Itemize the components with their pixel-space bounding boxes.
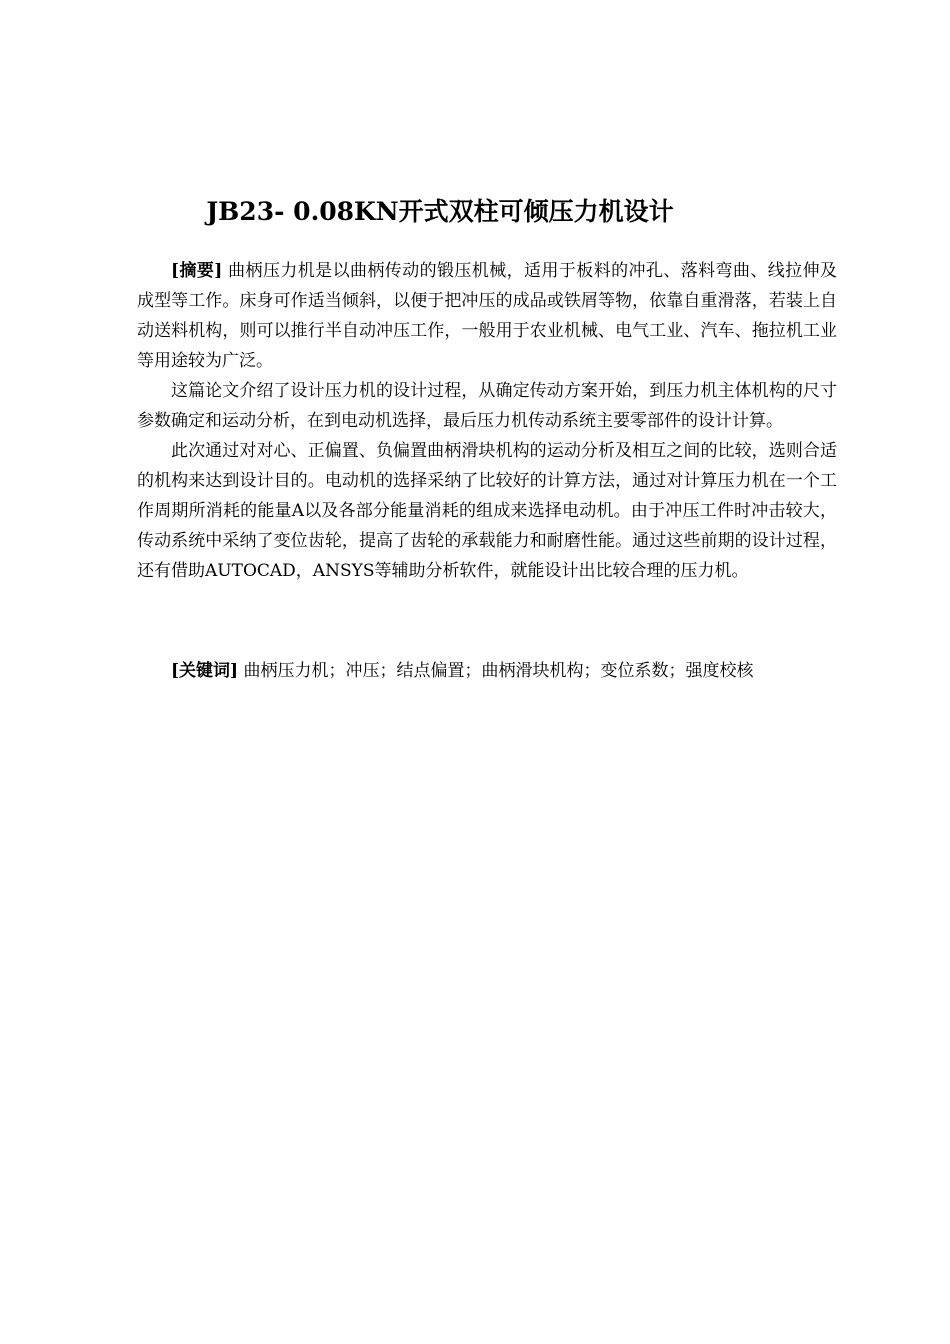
abstract-paragraph-1-text: 曲柄压力机是以曲柄传动的锻压机械，适用于板料的冲孔、落料弯曲、线拉伸及成型等工作。床身可作适当倾斜，以便于把冲压的成品或铁屑等物，依靠自重滑落，若装上自动送料机构，则可以推行半自动冲压工作，一般用于农业机械、电气工业、汽车、拖拉机工业等用途较为广泛。 — [137, 261, 837, 371]
abstract-paragraph-2: 这篇论文介绍了设计压力机的设计过程，从确定传动方案开始，到压力机主体机构的尺寸参数确定和运动分析，在到电动机选择，最后压力机传动系统主要零部件的设计计算。 — [137, 381, 837, 431]
abstract-paragraph-1 — [137, 256, 837, 376]
abstract-label: [摘要] — [171, 261, 223, 281]
keywords-section — [137, 656, 857, 686]
abstract-paragraph-3: 此次通过对对心、正偏置、负偏置曲柄滑块机构的运动分析及相互之间的比较，选则合适的机构来达到设计目的。电动机的选择采纳了比较好的计算方法，通过对计算压力机在一个工作周期所消耗的能量A以及各部分能量消耗的组成来选择电动机。由于冲压工件时冲击较大，传动系统中采纳了变位齿轮，提高了齿轮的承载能力和耐磨性能。通过这些前期的设计过程，还有借助AUTOCAD，ANSYS等辅助分析软件，就能设计出比较合理的压力机。 — [137, 441, 837, 581]
document-title: JB23- 0.08KN开式双柱可倾压力机设计 — [206, 197, 674, 226]
keywords-label: [关键词] — [171, 661, 239, 681]
abstract-section — [137, 256, 837, 586]
keywords-text: 曲柄压力机；冲压；结点偏置；曲柄滑块机构；变位系数；强度校核 — [243, 661, 754, 681]
